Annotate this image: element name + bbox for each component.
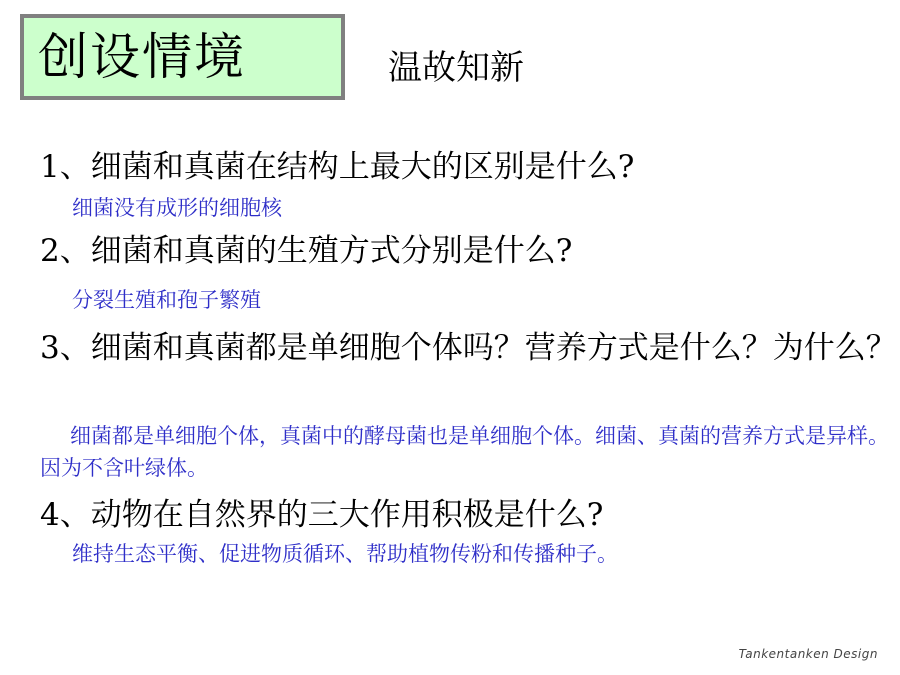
question-1: 1、细菌和真菌在结构上最大的区别是什么?	[40, 149, 635, 185]
footer-logo: Tankentanken Design	[738, 647, 878, 661]
answer-1: 细菌没有成形的细胞核	[72, 196, 282, 220]
question-2: 2、细菌和真菌的生殖方式分别是什么?	[40, 233, 573, 269]
slide-title: 创设情境	[38, 28, 246, 86]
title-box	[20, 14, 345, 100]
answer-4: 维持生态平衡、促进物质循环、帮助植物传粉和传播种子。	[72, 542, 618, 566]
answer-2: 分裂生殖和孢子繁殖	[72, 288, 261, 312]
answer-3: 细菌都是单细胞个体，真菌中的酵母菌也是单细胞个体。细菌、真菌的营养方式是异样。因为不含叶绿体。	[40, 424, 889, 480]
slide-subtitle: 温故知新	[388, 48, 524, 88]
question-3: 3、细菌和真菌都是单细胞个体吗？营养方式是什么？为什么？	[40, 330, 897, 366]
question-4: 4、动物在自然界的三大作用积极是什么?	[40, 497, 604, 533]
